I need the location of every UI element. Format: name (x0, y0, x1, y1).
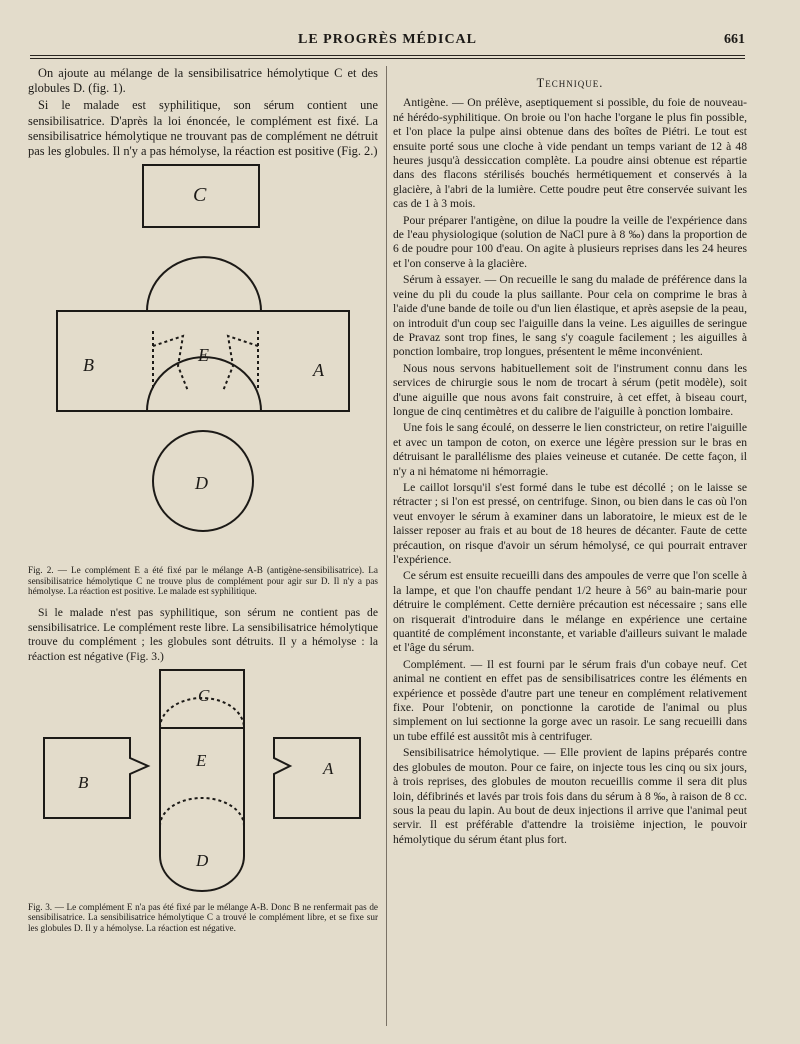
paragraph: Si le malade n'est pas syphilitique, son sérum ne contient pas de sensibilisatrice. Le complément reste libre. La sensibilisatrice hémolytique trouve du complément ; les globules sont détruits. Il y a hémolyse : la réaction est négative (Fig. 3.) (28, 606, 378, 663)
section-heading: Technique. (536, 76, 604, 90)
journal-title: LE PROGRÈS MÉDICAL (297, 32, 478, 47)
fig2-arc-bottom (147, 357, 261, 411)
fig3-label-d: D (196, 851, 209, 871)
paragraph: Une fois le sang écoulé, on desserre le lien constricteur, on retire l'aiguille et avec un tampon de coton, on exerce une légère pression sur le bras en détruisant le parallélisme des plaies veineuse et cutanée. De cette façon, il n'y a ni hématome ni hémorragie. (393, 421, 747, 478)
figure-3 (38, 666, 368, 898)
right-column (393, 66, 747, 849)
figure-3-caption: Fig. 3. — Le complément E n'a pas été fixé par le mélange A-B. Donc B ne renfermait pas de sensibilisatrice. La sensibilisatrice hémolytique C a trouvé le complément libre, et se fixe sur les globules D. Il y a hémolyse. La réaction est négative. (28, 902, 378, 933)
header-rule (30, 55, 745, 56)
fig3-center-column (160, 728, 244, 856)
fig3-label-a: A (323, 759, 334, 779)
header-rule-2 (30, 58, 745, 59)
fig3-box-b (44, 738, 148, 818)
fig2-notch-left (153, 336, 188, 391)
paragraph: Si le malade est syphilitique, son sérum contient une sensibilisatrice. D'après la loi énoncée, le complément est fixé. La sensibilisatrice hémolytique ne trouvant pas de complément ne détruit pas les globules. Il n'y a pas hémolyse, la réaction est positive (Fig. 2.) (28, 98, 378, 159)
paragraph: Complément. — Il est fourni par le sérum frais d'un cobaye neuf. Cet animal ne contient en effet pas de sensibilisatrices contre les éléments en expérience et possède d'autre part une teneur en complément relativement fixe. Pour l'obtenir, on ponctionne la carotide de l'animal ou plus simplement on lui sectionne la gorge avec un rasoir. Le sang recueilli dans un tube effilé est aussitôt mis à centrifuger. (393, 657, 747, 743)
fig2-label-d: D (195, 473, 208, 494)
fig3-dotted-arc-bottom (160, 798, 244, 826)
fig2-label-b: B (83, 355, 94, 376)
paragraph: Le caillot lorsqu'il s'est formé dans le tube est décollé ; on le laisse se rétracter ; si l'on est pressé, on centrifuge. Sinon, ou bien dans le cas où l'on veut envoyer le sérum à examiner dans un laboratoire, le mieux est de le laisser reposer au frais et au bout de 18 heures de décanter. Faute de cette précaution, on risque d'avoir un sérum hémolysé, ce qui pourrait entraver l'expérience. (393, 480, 747, 566)
fig2-arc-top (147, 257, 261, 311)
paragraph: Sensibilisatrice hémolytique. — Elle provient de lapins préparés contre des globules de mouton. Pour ce faire, on injecte tous les cinq ou six jours, à trois reprises, des globules de mouton recueillis comme il sera dit plus loin, défibrinés et lavés par trois fois dans du sérum à 8 ‰, à raison de 8 cc. sous la peau du lapin. Au bout de deux injections il arrive que l'animal peut servir. Il est préférable d'attendre la troisième injection, le pouvoir hémolytique du sérum étant plus fort. (393, 746, 747, 846)
page-number: 661 (724, 32, 745, 47)
column-separator (386, 66, 387, 1026)
paragraph: Sérum à essayer. — On recueille le sang du malade de préférence dans la veine du pli du coude la plus saillante. Pour cela on comprime le bras à l'aide d'une bande de toile ou d'un lien élastique, et après asepsie de la peau, on introduit d'un coup sec l'aiguille dans la veine. Les aiguilles de seringue de Pravaz sont trop fines, le sang s'y coagule facilement ; les aiguilles à ponction lombaire, trop longues, présentent le même inconvénient. (393, 273, 747, 359)
fig3-label-b: B (78, 773, 89, 793)
left-column (28, 66, 378, 943)
paragraph: Ce sérum est ensuite recueilli dans des ampoules de verre que l'on scelle à la lampe, et que l'on chauffe pendant 1/2 heure à 56° au bain-marie pour détruire le complément. Cette dernière précaution est nécessaire ; sans elle on risquerait d'introduire dans le mélange en expérience une certaine quantité de complément inconstante, et variable d'ailleurs suivant le malade et l'âge du sérum. (393, 569, 747, 655)
paragraph: On ajoute au mélange de la sensibilisatrice hémolytique C et des globules D. (fig. 1). (28, 66, 378, 96)
fig2-label-e: E (198, 345, 209, 366)
figure-2 (53, 161, 353, 561)
paragraph: Nous nous servons habituellement soit de l'instrument connu dans les services de chirurgie sous le nom de trocart à sérum (petit modèle), soit d'une aiguille que nous avons fait construire, à cet effet, à biseau court, longue de cinq centimètres et du calibre de l'aiguille à ponction lombaire. (393, 361, 747, 418)
fig2-label-c: C (193, 184, 207, 207)
fig2-label-a: A (313, 360, 324, 381)
fig3-box-a (274, 738, 360, 818)
fig3-label-e: E (196, 751, 207, 771)
paragraph: Pour préparer l'antigène, on dilue la poudre la veille de l'expérience dans de l'eau physiologique (solution de NaCl pure à 8 ‰) dans la proportion de 6 de poudre pour 100 d'eau. On agite à plusieurs reprises dans les 24 heures et l'on conserve à la glacière. (393, 213, 747, 270)
fig3-label-c: C (198, 686, 210, 706)
figure-2-caption: Fig. 2. — Le complément E a été fixé par le mélange A-B (antigène-sensibilisatrice). La sensibilisatrice hémolytique C ne trouve plus de complément pour agir sur D. Il n'y a pas hémolyse. La réaction est positive. Le malade est syphilitique. (28, 565, 378, 597)
running-header (30, 30, 745, 54)
paragraph: Antigène. — On prélève, aseptiquement si possible, du foie de nouveau-né hérédo-syphilitique. On broie ou l'on hache l'organe le plus fin possible, et l'on place la pulpe ainsi obtenue dans des boîtes de Piétri. Le tout est ensuite porté sous une cloche à vide pendant un temps variant de 12 à 48 heures jusqu'à dessiccation complète. La poudre ainsi obtenue est répartie dans des flacons stérilisés bouchés hermétiquement et conservés à la glacière, à l'abri de la lumière. Cette poudre peut être conservée suivant les cas de 1 à 3 mois. (393, 96, 747, 211)
